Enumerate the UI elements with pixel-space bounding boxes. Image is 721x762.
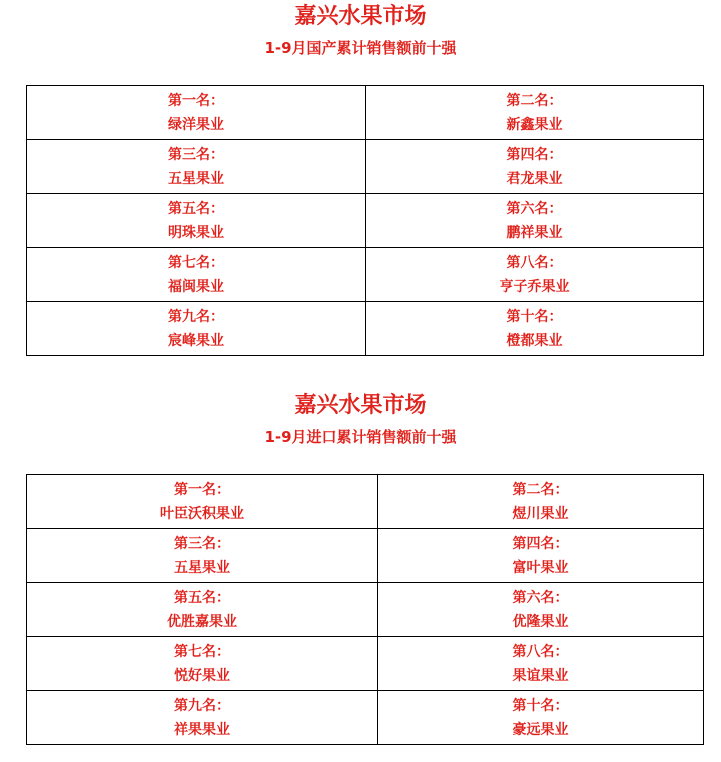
company-name: 优胜嘉果业: [167, 613, 237, 630]
table-row: [27, 86, 704, 140]
company-name: 优隆果业: [512, 613, 569, 630]
company-name: 亨子乔果业: [499, 278, 570, 295]
rank-cell: [366, 140, 704, 194]
rank-cell: [27, 248, 366, 302]
rank-cell: [27, 475, 378, 529]
rank-label: 第一名：: [174, 481, 230, 498]
table-row: [27, 140, 704, 194]
company-name: 橙都果业: [506, 332, 563, 349]
company-name: 祥果果业: [174, 721, 230, 738]
rank-cell: [378, 583, 704, 637]
company-name: 绿洋果业: [168, 116, 224, 133]
rank-cell: [27, 140, 366, 194]
rank-label: 第十名：: [512, 697, 569, 714]
table-row: [27, 529, 704, 583]
rank-label: 第九名：: [174, 697, 230, 714]
domestic-subtitle: 1-9月国产累计销售额前十强: [264, 39, 457, 57]
rank-cell: [366, 302, 704, 356]
rank-cell: [378, 529, 704, 583]
company-name: 君龙果业: [506, 170, 563, 187]
company-name: 鹏祥果业: [506, 224, 563, 241]
company-name: 豪远果业: [512, 721, 569, 738]
rank-label: 第五名：: [174, 589, 230, 606]
rank-cell: [27, 637, 378, 691]
rank-label: 第七名：: [174, 643, 230, 660]
rank-cell: [27, 302, 366, 356]
rank-label: 第四名：: [512, 535, 569, 552]
rank-label: 第三名：: [168, 146, 224, 163]
company-name: 明珠果业: [168, 224, 224, 241]
company-name: 煜川果业: [512, 505, 569, 522]
domestic-ranking-table: [26, 85, 704, 356]
rank-label: 第二名：: [512, 481, 569, 498]
domestic-title: 嘉兴水果市场: [294, 4, 427, 29]
rank-cell: [27, 194, 366, 248]
rank-cell: [366, 248, 704, 302]
company-name: 宸峰果业: [168, 332, 224, 349]
rank-cell: [27, 691, 378, 745]
rank-cell: [378, 475, 704, 529]
table-row: [27, 302, 704, 356]
rank-label: 第八名：: [512, 643, 569, 660]
rank-label: 第三名：: [174, 535, 230, 552]
company-name: 悦好果业: [174, 667, 230, 684]
company-name: 五星果业: [168, 170, 224, 187]
table-row: [27, 691, 704, 745]
table-row: [27, 637, 704, 691]
rank-cell: [27, 86, 366, 140]
rank-cell: [366, 194, 704, 248]
rank-cell: [378, 637, 704, 691]
company-name: 富叶果业: [512, 559, 569, 576]
imported-title: 嘉兴水果市场: [294, 393, 427, 418]
rank-label: 第六名：: [512, 589, 569, 606]
table-row: [27, 583, 704, 637]
rank-cell: [378, 691, 704, 745]
rank-label: 第五名：: [168, 200, 224, 217]
imported-subtitle: 1-9月进口累计销售额前十强: [264, 428, 457, 446]
rank-cell: [366, 86, 704, 140]
company-name: 新鑫果业: [506, 116, 563, 133]
company-name: 果谊果业: [512, 667, 569, 684]
rank-label: 第六名：: [506, 200, 563, 217]
rank-label: 第二名：: [506, 92, 563, 109]
table-row: [27, 475, 704, 529]
rank-label: 第一名：: [168, 92, 224, 109]
company-name: 五星果业: [174, 559, 230, 576]
table-row: [27, 194, 704, 248]
company-name: 叶臣沃积果业: [160, 505, 244, 522]
rank-label: 第十名：: [506, 308, 563, 325]
rank-label: 第七名：: [168, 254, 224, 271]
rank-cell: [27, 529, 378, 583]
table-row: [27, 248, 704, 302]
rank-cell: [27, 583, 378, 637]
company-name: 福闽果业: [168, 278, 224, 295]
rank-label: 第四名：: [506, 146, 563, 163]
imported-ranking-table: [26, 474, 704, 745]
rank-label: 第八名：: [506, 254, 563, 271]
rank-label: 第九名：: [168, 308, 224, 325]
